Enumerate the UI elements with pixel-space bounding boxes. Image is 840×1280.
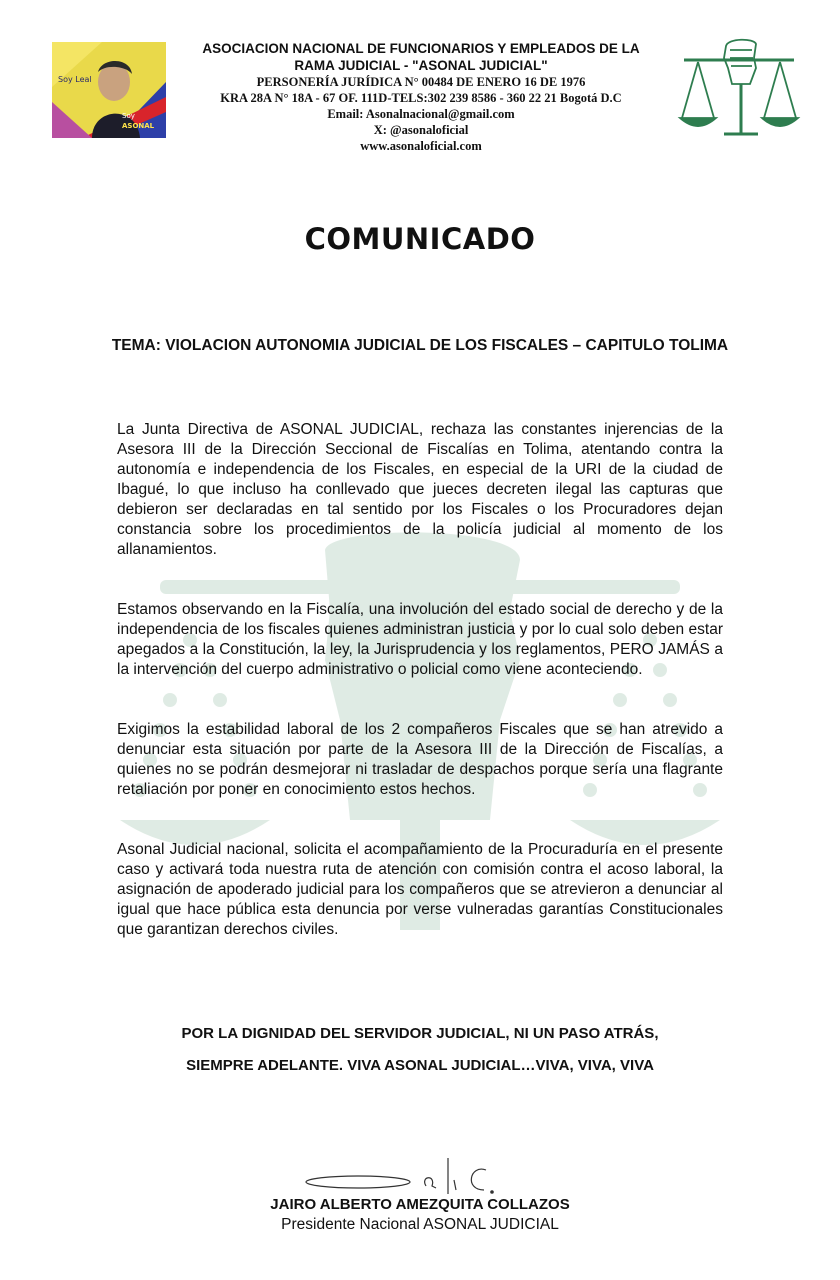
address-line: KRA 28A N° 18A - 67 OF. 111D-TELS:302 239 8586 - 360 22 21 Bogotá D.C	[220, 91, 622, 105]
subject-heading: TEMA: VIOLACION AUTONOMIA JUDICIAL DE LOS FISCALES – CAPITULO TOLIMA	[111, 337, 729, 354]
email-line: Email: Asonalnacional@gmail.com	[327, 107, 515, 121]
org-name-line1: ASOCIACION NACIONAL DE FUNCIONARIOS Y EMPLEADOS DE LA	[202, 41, 640, 56]
asonal-photo-logo	[52, 42, 166, 138]
org-name-line2: RAMA JUDICIAL - "ASONAL JUDICIAL"	[294, 58, 548, 73]
logo-text-bottom: ASONAL	[122, 122, 155, 130]
website-line: www.asonaloficial.com	[360, 139, 482, 153]
closing-line1: POR LA DIGNIDAD DEL SERVIDOR JUDICIAL, NI UN PASO ATRÁS,	[181, 1025, 659, 1042]
closing-slogan	[0, 1018, 840, 1082]
paragraph-4: Asonal Judicial nacional, solicita el acompañamiento de la Procuraduría en el presente caso y activará toda nuestra ruta de atención con comisión contra el acoso laboral, la asignación de apoderado judicial para los compañeros que se atrevieron a denunciar al igual que hace pública esta denuncia por verse vulneradas garantías Constitucionales que garantizan derechos civiles.	[117, 841, 723, 938]
page-title: COMUNICADO	[304, 222, 536, 256]
paragraph-1: La Junta Directiva de ASONAL JUDICIAL, rechaza las constantes injerencias de la Asesora III de la Dirección Seccional de Fiscalías en Tolima, atentando contra la autonomía e independencia de los Fiscales, en especial de la URI de la ciudad de Ibagué, lo que incluso ha conllevado que jueces decreten ilegal las capturas que debieron ser declaradas en tal sentido por los Fiscales o los Procuradores dejan constancia sobre los procedimientos de la policía judicial al momento de los allanamientos.	[117, 421, 723, 558]
x-handle-line: X: @asonaloficial	[373, 123, 469, 137]
handwritten-signature	[298, 1150, 528, 1196]
closing-line2: SIEMPRE ADELANTE. VIVA ASONAL JUDICIAL…VIVA, VIVA, VIVA	[186, 1057, 654, 1074]
signatory-role: Presidente Nacional ASONAL JUDICIAL	[281, 1216, 559, 1233]
letterhead	[165, 40, 677, 154]
body-text	[117, 420, 723, 940]
logo-text-mid: Soy	[122, 112, 135, 120]
fist-scales-logo	[676, 38, 802, 138]
logo-text-top: Soy Leal	[58, 75, 92, 84]
paragraph-2: Estamos observando en la Fiscalía, una involución del estado social de derecho y de la independencia de los fiscales quienes administran justicia y por lo cual solo deben estar apegados a la Constitución, la ley, la Jurisprudencia y los reglamentos, PERO JAMÁS a la intervención del cuerpo administrativo o policial como viene aconteciendo.	[117, 601, 723, 678]
signatory-name: JAIRO ALBERTO AMEZQUITA COLLAZOS	[270, 1196, 570, 1213]
paragraph-3: Exigimos la estabilidad laboral de los 2 compañeros Fiscales que se han atrevido a denunciar esta situación por parte de la Asesora III de la Dirección de Fiscalías, a quienes no se podrán desmejorar ni trasladar de despachos porque sería una flagrante retaliación por poner en conocimiento estos hechos.	[117, 721, 723, 798]
personeria-line: PERSONERÍA JURÍDICA N° 00484 DE ENERO 16 DE 1976	[256, 75, 586, 89]
